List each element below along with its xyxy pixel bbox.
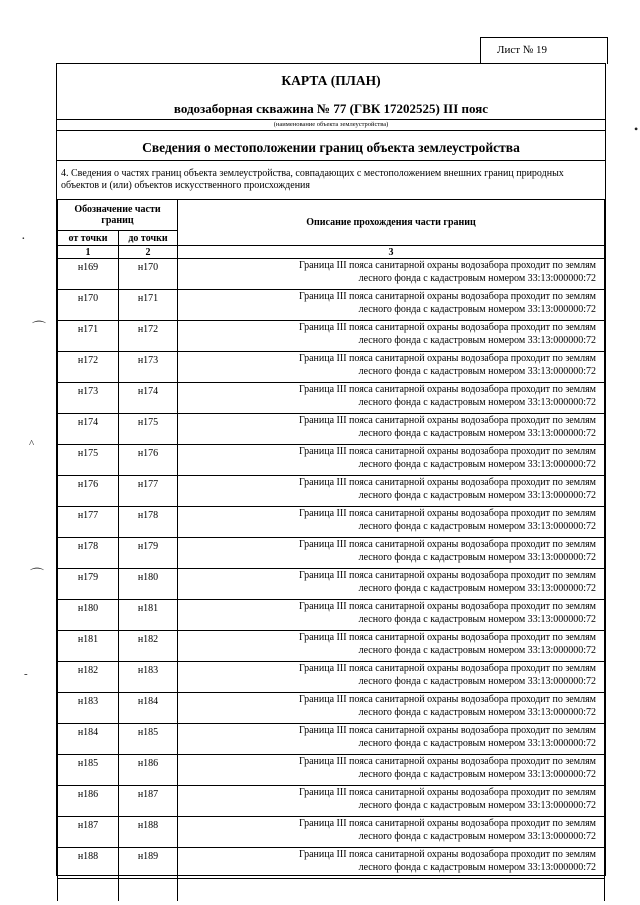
- description-cell: [178, 569, 605, 600]
- from-point-cell: н179: [58, 569, 119, 600]
- divider: [57, 119, 605, 120]
- scan-mark: ⌒: [30, 569, 44, 584]
- description-line-1: Граница III пояса санитарной охраны водозабора проходит по землям: [298, 539, 596, 550]
- section-intro: 4. Сведения о частях границ объекта землеустройства, совпадающих с местоположением внешних границ природных объектов и (или) объектов искусственного происхождения: [61, 168, 564, 191]
- description-line-1: Граница III пояса санитарной охраны водозабора проходит по землям: [298, 570, 596, 581]
- from-point-cell: н182: [58, 662, 119, 693]
- table-row: [58, 290, 605, 321]
- to-point-cell: н177: [119, 476, 178, 507]
- table-row: [58, 848, 605, 879]
- table-row: [58, 321, 605, 352]
- divider: [57, 160, 605, 161]
- description-line-2: лесного фонда с кадастровым номером 33:13:000000:72: [358, 737, 596, 749]
- to-point-cell: н176: [119, 445, 178, 476]
- description-line-2: лесного фонда с кадастровым номером 33:13:000000:72: [358, 334, 596, 346]
- description-cell: [178, 693, 605, 724]
- boundary-table: [57, 199, 605, 901]
- description-line-1: Граница III пояса санитарной охраны водозабора проходит по землям: [298, 322, 596, 333]
- to-point-cell: н178: [119, 507, 178, 538]
- description-cell: [178, 848, 605, 879]
- description-line-2: лесного фонда с кадастровым номером 33:13:000000:72: [358, 303, 596, 315]
- object-name-caption: (наименование объекта землеустройства): [273, 121, 389, 128]
- description-cell: [178, 445, 605, 476]
- from-point-cell: н188: [58, 848, 119, 879]
- description-line-1: Граница III пояса санитарной охраны водозабора проходит по землям: [298, 818, 596, 829]
- to-point-cell: н181: [119, 600, 178, 631]
- from-point-cell: н181: [58, 631, 119, 662]
- description-line-2: лесного фонда с кадастровым номером 33:13:000000:72: [358, 551, 596, 563]
- description-cell: [178, 755, 605, 786]
- from-point-cell: н173: [58, 383, 119, 414]
- description-line-1: Граница III пояса санитарной охраны водозабора проходит по землям: [298, 477, 596, 488]
- to-point-cell: н179: [119, 538, 178, 569]
- table-row: [58, 259, 605, 290]
- table-row: [58, 724, 605, 755]
- empty-cell: [178, 879, 605, 902]
- table-row: [58, 755, 605, 786]
- from-point-cell: н172: [58, 352, 119, 383]
- description-cell: [178, 538, 605, 569]
- scan-mark: ⌒: [32, 322, 46, 337]
- to-point-cell: н182: [119, 631, 178, 662]
- to-point-cell: н189: [119, 848, 178, 879]
- description-cell: [178, 600, 605, 631]
- table-row: [58, 538, 605, 569]
- table-row: [58, 600, 605, 631]
- to-point-cell: н175: [119, 414, 178, 445]
- from-point-cell: н185: [58, 755, 119, 786]
- to-point-cell: н186: [119, 755, 178, 786]
- from-point-cell: н184: [58, 724, 119, 755]
- object-name: водозаборная скважина № 77 (ГВК 17202525) III пояс: [173, 101, 489, 116]
- description-line-1: Граница III пояса санитарной охраны водозабора проходит по землям: [298, 353, 596, 364]
- description-line-2: лесного фонда с кадастровым номером 33:13:000000:72: [358, 675, 596, 687]
- description-line-1: Граница III пояса санитарной охраны водозабора проходит по землям: [298, 725, 596, 736]
- header-description: Описание прохождения части границ: [178, 200, 605, 246]
- description-line-2: лесного фонда с кадастровым номером 33:13:000000:72: [358, 427, 596, 439]
- description-line-1: Граница III пояса санитарной охраны водозабора проходит по землям: [298, 384, 596, 395]
- description-line-2: лесного фонда с кадастровым номером 33:13:000000:72: [358, 830, 596, 842]
- description-line-2: лесного фонда с кадастровым номером 33:13:000000:72: [358, 613, 596, 625]
- description-line-1: Граница III пояса санитарной охраны водозабора проходит по землям: [298, 849, 596, 860]
- description-line-1: Граница III пояса санитарной охраны водозабора проходит по землям: [298, 756, 596, 767]
- description-line-2: лесного фонда с кадастровым номером 33:13:000000:72: [358, 582, 596, 594]
- description-line-1: Граница III пояса санитарной охраны водозабора проходит по землям: [298, 415, 596, 426]
- to-point-cell: н171: [119, 290, 178, 321]
- scan-mark: ^: [29, 438, 35, 450]
- table-row: [58, 693, 605, 724]
- to-point-cell: н170: [119, 259, 178, 290]
- from-point-cell: н176: [58, 476, 119, 507]
- document-title: КАРТА (ПЛАН): [281, 73, 381, 88]
- description-line-1: Граница III пояса санитарной охраны водозабора проходит по землям: [298, 663, 596, 674]
- description-line-1: Граница III пояса санитарной охраны водозабора проходит по землям: [298, 694, 596, 705]
- from-point-cell: н187: [58, 817, 119, 848]
- description-line-1: Граница III пояса санитарной охраны водозабора проходит по землям: [298, 260, 596, 271]
- table-filler: [58, 879, 605, 902]
- description-line-2: лесного фонда с кадастровым номером 33:13:000000:72: [358, 396, 596, 408]
- header-boundary-parts: Обозначение части границ: [58, 200, 178, 231]
- description-line-2: лесного фонда с кадастровым номером 33:13:000000:72: [358, 489, 596, 501]
- description-line-2: лесного фонда с кадастровым номером 33:13:000000:72: [358, 644, 596, 656]
- description-cell: [178, 414, 605, 445]
- description-line-1: Граница III пояса санитарной охраны водозабора проходит по землям: [298, 508, 596, 519]
- description-line-1: Граница III пояса санитарной охраны водозабора проходит по землям: [298, 291, 596, 302]
- empty-cell: [58, 879, 119, 902]
- scan-mark: ·: [21, 232, 26, 247]
- description-line-1: Граница III пояса санитарной охраны водозабора проходит по землям: [298, 601, 596, 612]
- from-point-cell: н183: [58, 693, 119, 724]
- description-line-2: лесного фонда с кадастровым номером 33:13:000000:72: [358, 799, 596, 811]
- from-point-cell: н175: [58, 445, 119, 476]
- description-cell: [178, 817, 605, 848]
- table-row: [58, 445, 605, 476]
- table-row: [58, 631, 605, 662]
- from-point-cell: н171: [58, 321, 119, 352]
- description-line-2: лесного фонда с кадастровым номером 33:13:000000:72: [358, 458, 596, 470]
- to-point-cell: н187: [119, 786, 178, 817]
- document-frame: [56, 63, 606, 876]
- description-line-1: Граница III пояса санитарной охраны водозабора проходит по землям: [298, 446, 596, 457]
- divider: [57, 130, 605, 131]
- description-line-2: лесного фонда с кадастровым номером 33:13:000000:72: [358, 272, 596, 284]
- header-to-point: до точки: [119, 231, 178, 246]
- description-line-2: лесного фонда с кадастровым номером 33:13:000000:72: [358, 861, 596, 873]
- section-heading: Сведения о местоположении границ объекта землеустройства: [142, 140, 520, 155]
- from-point-cell: н174: [58, 414, 119, 445]
- description-cell: [178, 259, 605, 290]
- to-point-cell: н172: [119, 321, 178, 352]
- from-point-cell: н178: [58, 538, 119, 569]
- description-line-2: лесного фонда с кадастровым номером 33:13:000000:72: [358, 706, 596, 718]
- to-point-cell: н180: [119, 569, 178, 600]
- from-point-cell: н169: [58, 259, 119, 290]
- sheet-number-label: Лист № 19: [497, 44, 548, 56]
- table-row: [58, 383, 605, 414]
- table-row: [58, 662, 605, 693]
- scan-mark: -: [24, 668, 28, 680]
- description-cell: [178, 724, 605, 755]
- from-point-cell: н177: [58, 507, 119, 538]
- table-row: [58, 569, 605, 600]
- table-row: [58, 476, 605, 507]
- table-row: [58, 786, 605, 817]
- table-row: [58, 352, 605, 383]
- description-line-1: Граница III пояса санитарной охраны водозабора проходит по землям: [298, 632, 596, 643]
- description-cell: [178, 352, 605, 383]
- to-point-cell: н185: [119, 724, 178, 755]
- description-line-2: лесного фонда с кадастровым номером 33:13:000000:72: [358, 365, 596, 377]
- to-point-cell: н173: [119, 352, 178, 383]
- from-point-cell: н180: [58, 600, 119, 631]
- from-point-cell: н170: [58, 290, 119, 321]
- description-line-2: лесного фонда с кадастровым номером 33:13:000000:72: [358, 768, 596, 780]
- empty-cell: [119, 879, 178, 902]
- table-row: [58, 507, 605, 538]
- scan-mark: •: [634, 122, 639, 136]
- description-cell: [178, 476, 605, 507]
- to-point-cell: н184: [119, 693, 178, 724]
- header-col-number: 1: [58, 246, 119, 259]
- description-cell: [178, 631, 605, 662]
- table-row: [58, 817, 605, 848]
- description-cell: [178, 507, 605, 538]
- to-point-cell: н174: [119, 383, 178, 414]
- description-cell: [178, 383, 605, 414]
- to-point-cell: н188: [119, 817, 178, 848]
- table-row: [58, 414, 605, 445]
- header-col-number: 3: [178, 246, 605, 259]
- description-cell: [178, 786, 605, 817]
- description-cell: [178, 290, 605, 321]
- description-line-2: лесного фонда с кадастровым номером 33:13:000000:72: [358, 520, 596, 532]
- description-cell: [178, 321, 605, 352]
- header-col-number: 2: [119, 246, 178, 259]
- header-from-point: от точки: [58, 231, 119, 246]
- from-point-cell: н186: [58, 786, 119, 817]
- description-line-1: Граница III пояса санитарной охраны водозабора проходит по землям: [298, 787, 596, 798]
- sheet-number-box: [480, 37, 608, 64]
- to-point-cell: н183: [119, 662, 178, 693]
- description-cell: [178, 662, 605, 693]
